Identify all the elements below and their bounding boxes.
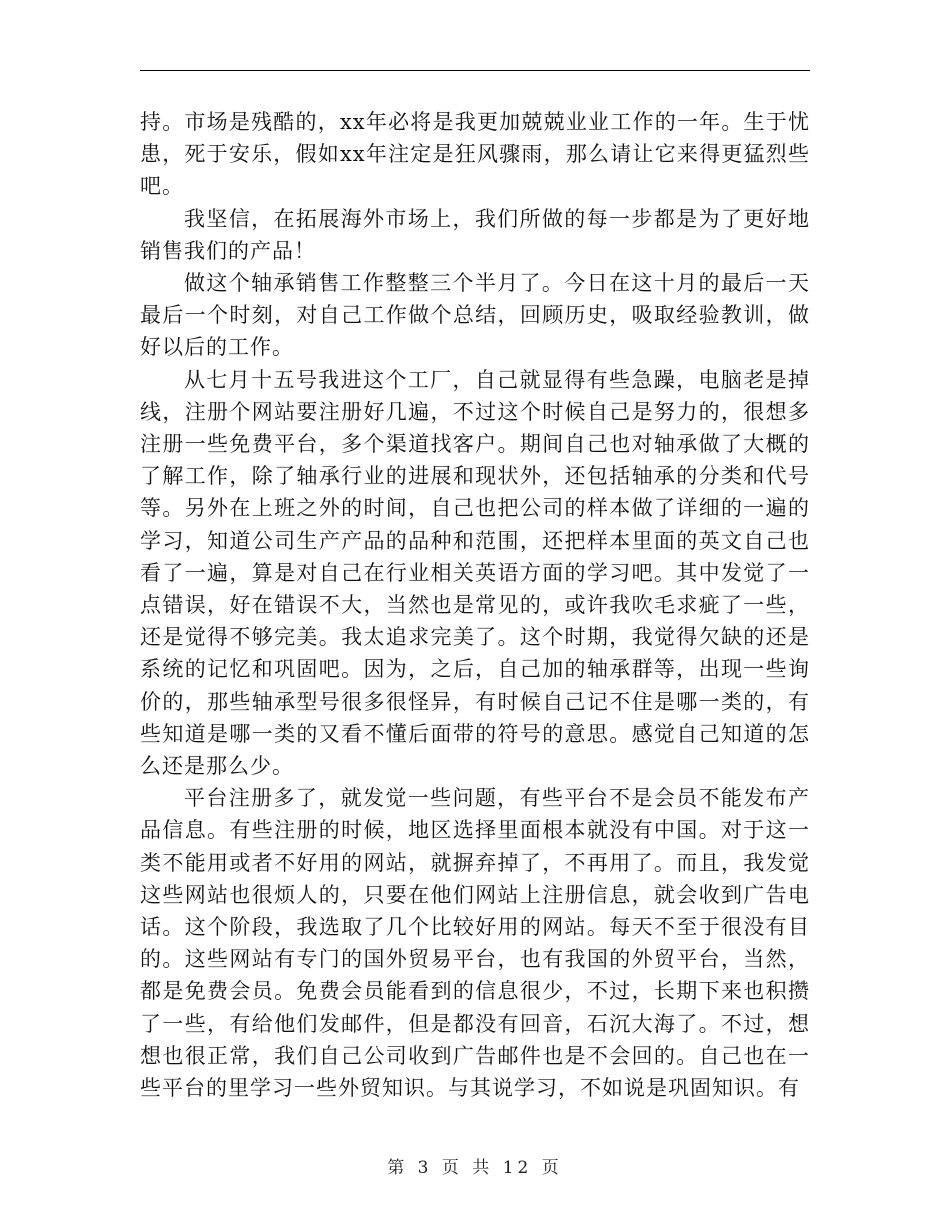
paragraph-continuation: 持。市场是残酷的，xx年必将是我更加兢兢业业工作的一年。生于忧患，死于安乐，假如xx年注定是狂风骤雨，那么请让它来得更猛烈些吧。 <box>140 110 810 199</box>
paragraph: 做这个轴承销售工作整整三个半月了。今日在这十月的最后一天最后一个时刻，对自己工作做个总结，回顾历史，吸取经验教训，做好以后的工作。 <box>140 271 810 360</box>
header-rule <box>140 70 810 71</box>
paragraph: 平台注册多了，就发觉一些问题，有些平台不是会员不能发布产品信息。有些注册的时候，地区选择里面根本就没有中国。对于这一类不能用或者不好用的网站，就摒弃掉了，不再用了。而且，我发觉这些网站也很烦人的，只要在他们网站上注册信息，就会收到广告电话。这个阶段，我选取了几个比较好用的网站。每天不至于很没有目的。这些网站有专门的国外贸易平台，也有我国的外贸平台，当然，都是免费会员。免费会员能看到的信息很少，不过，长期下来也积攒了一些，有给他们发邮件，但是都没有回音，石沉大海了。不过，想想也很正常，我们自己公司收到广告邮件也是不会回的。自己也在一些平台的里学习一些外贸知识。与其说学习，不如说是巩固知识。有 <box>140 786 810 1101</box>
paragraph: 我坚信，在拓展海外市场上，我们所做的每一步都是为了更好地销售我们的产品！ <box>140 206 810 263</box>
document-body <box>140 106 810 1104</box>
paragraph: 从七月十五号我进这个工厂，自己就显得有些急躁，电脑老是掉线，注册个网站要注册好几遍，不过这个时候自己是努力的，很想多注册一些免费平台，多个渠道找客户。期间自己也对轴承做了大概的了解工作，除了轴承行业的进展和现状外，还包括轴承的分类和代号等。另外在上班之外的时间，自己也把公司的样本做了详细的一遍的学习，知道公司生产产品的品种和范围，还把样本里面的英文自己也看了一遍，算是对自己在行业相关英语方面的学习吧。其中发觉了一点错误，好在错误不大，当然也是常见的，或许我吹毛求疵了一些，还是觉得不够完美。我太追求完美了。这个时期，我觉得欠缺的还是系统的记忆和巩固吧。因为，之后，自己加的轴承群等，出现一些询价的，那些轴承型号很多很怪异，有时候自己记不住是哪一类的，有些知道是哪一类的又看不懂后面带的符号的意思。感觉自己知道的怎么还是那么少。 <box>140 367 810 779</box>
page-number-footer: 第 3 页 共 12 页 <box>387 1158 563 1178</box>
